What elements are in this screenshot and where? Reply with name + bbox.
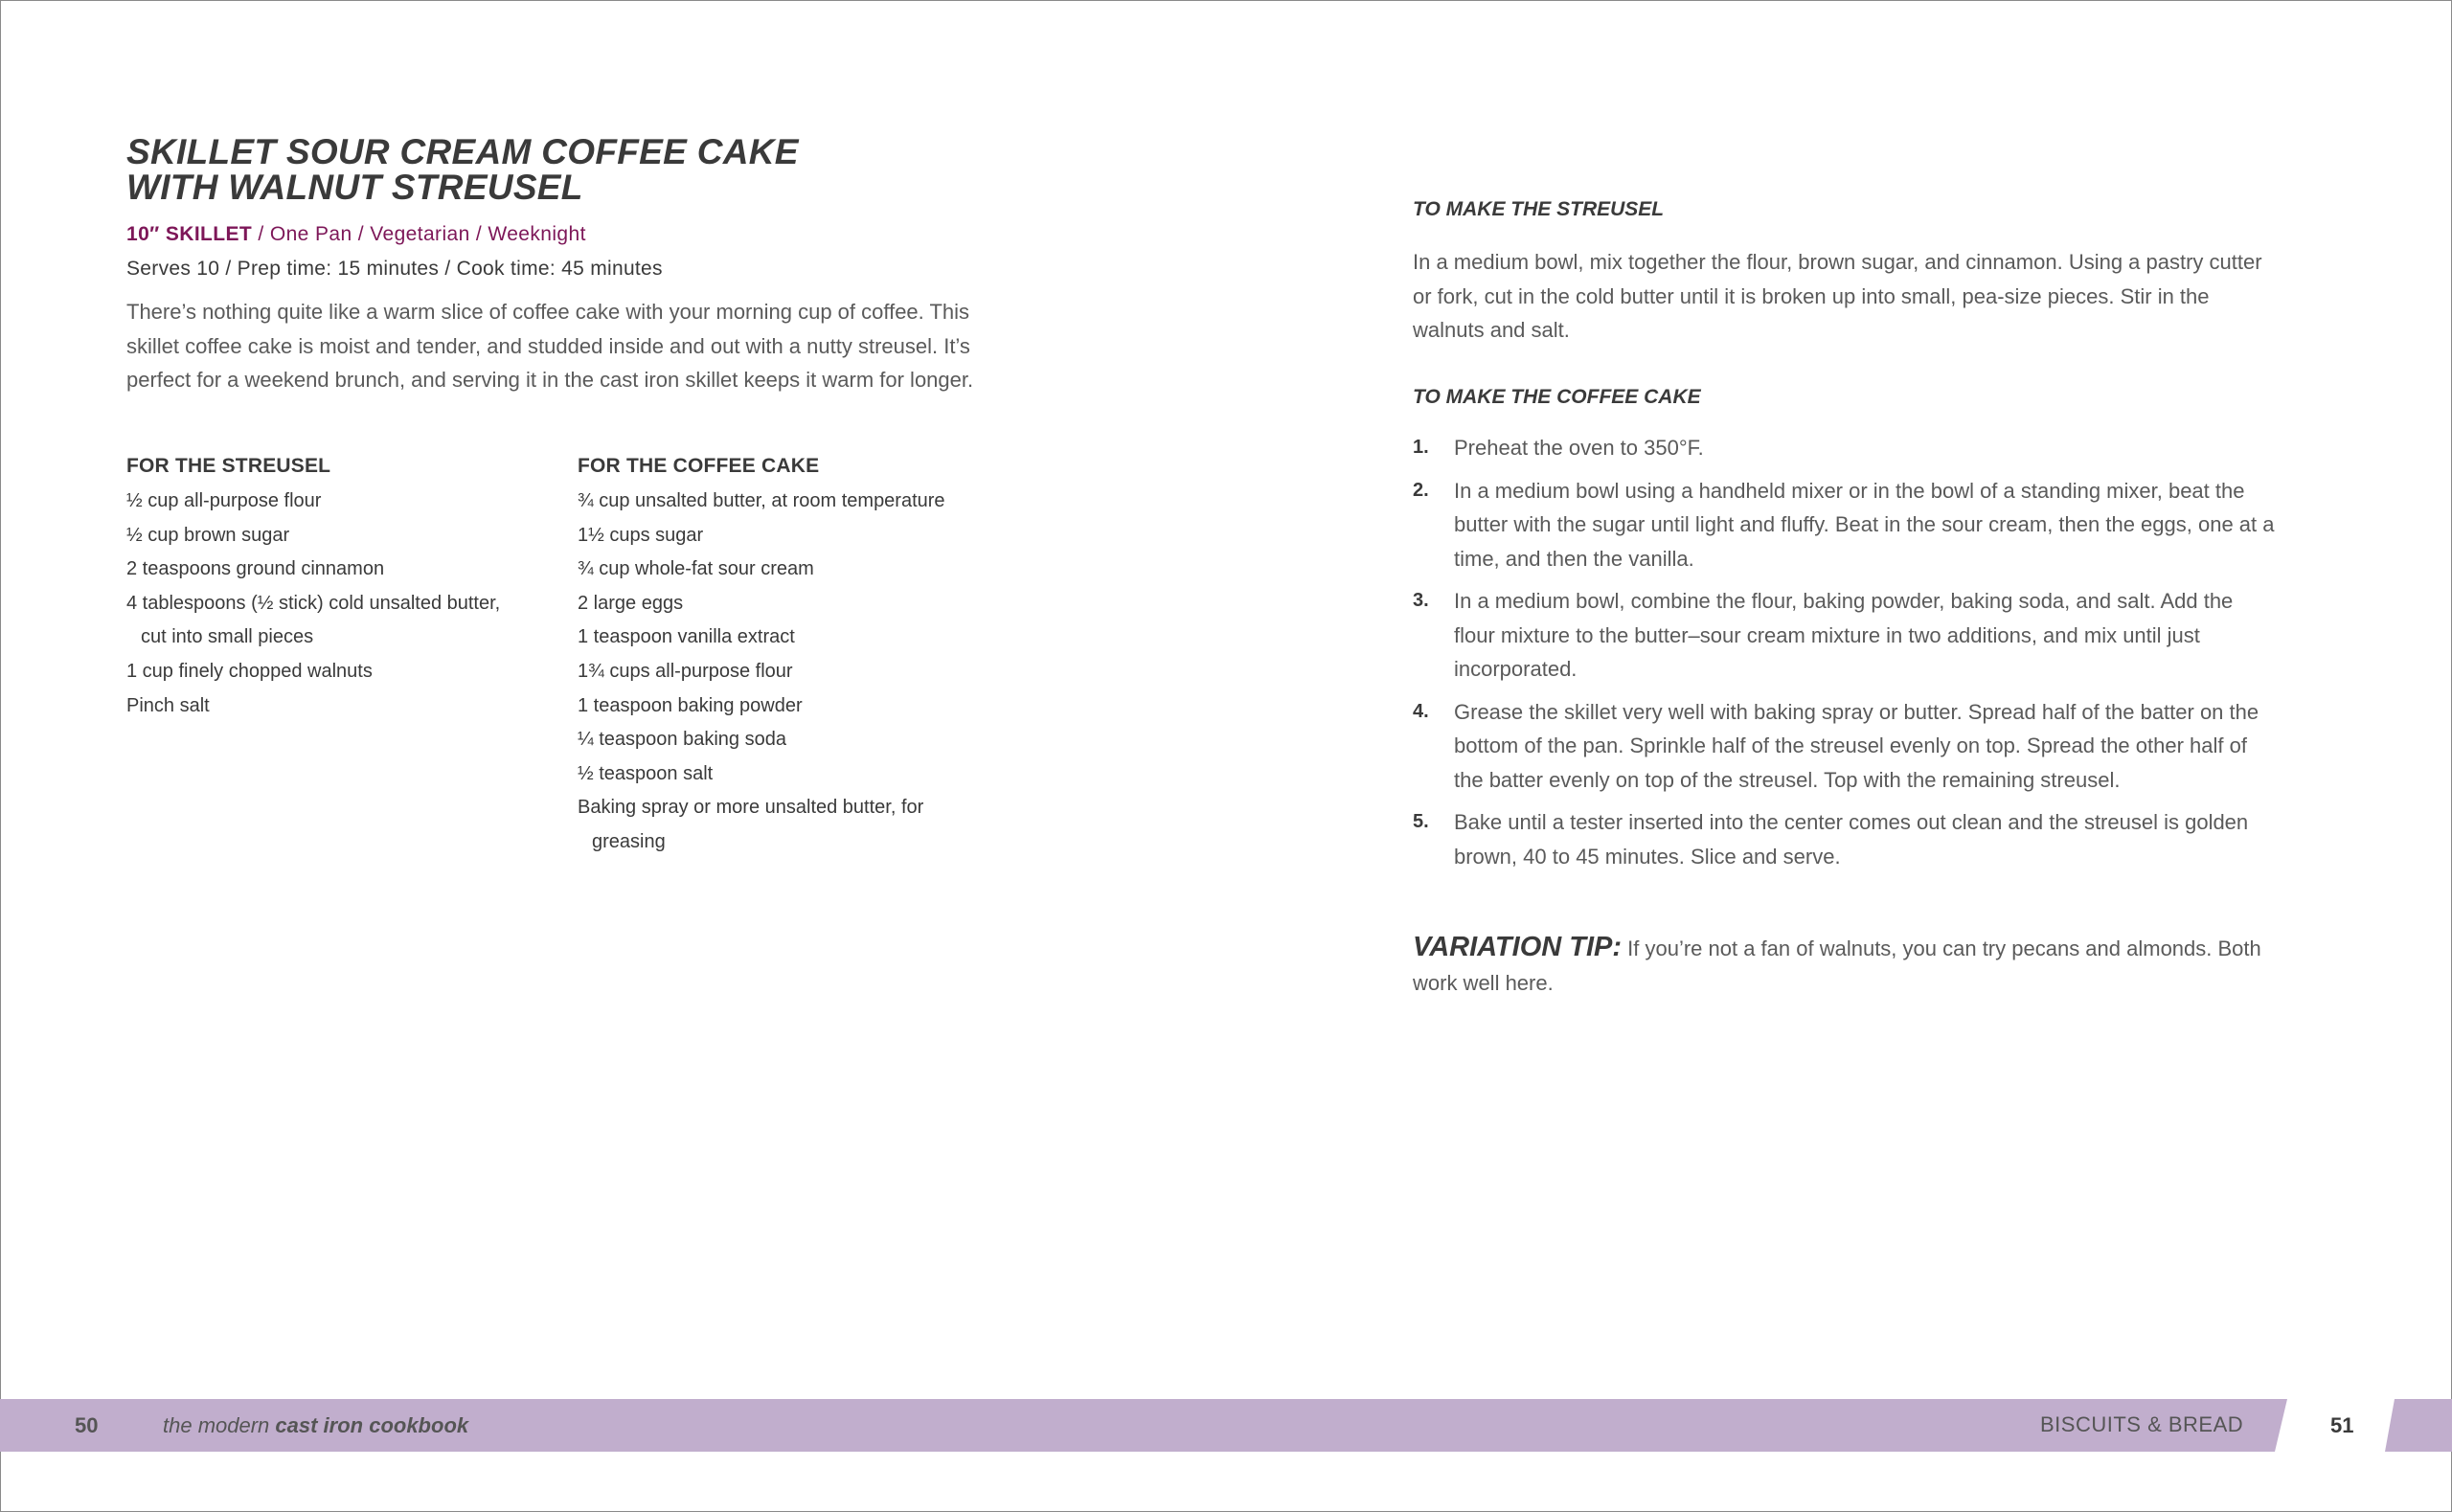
step-text: Grease the skillet very well with baking spray or butter. Spread half of the batter on the bottom of the pan. Sprinkle half of the streusel evenly on top. Spread the other half of the batter evenly on top of the streusel. Top with the remaining streusel. bbox=[1454, 699, 2259, 792]
ingredient-item: ½ cup all-purpose flour bbox=[126, 490, 322, 511]
step-number: 5. bbox=[1413, 811, 1429, 832]
streusel-directions-heading: TO MAKE THE STREUSEL bbox=[1413, 198, 1665, 220]
ingredient-item: 4 tablespoons (½ stick) cold unsalted butter, cut into small pieces bbox=[126, 592, 501, 648]
ingredient-item: 1 cup finely chopped walnuts bbox=[126, 660, 373, 682]
coffee-cake-directions-heading: TO MAKE THE COFFEE CAKE bbox=[1413, 386, 1701, 408]
book-title bbox=[163, 1412, 468, 1439]
ingredient-item: 2 large eggs bbox=[578, 592, 684, 614]
book-title-bold: cast iron cookbook bbox=[275, 1413, 469, 1437]
coffee-cake-ingredient-list bbox=[578, 485, 980, 860]
step-number: 3. bbox=[1413, 590, 1429, 611]
step-text: In a medium bowl, combine the flour, baking powder, baking soda, and salt. Add the flour mixture to the butter–sour cream mixture in two additions, and mix until just incorporated. bbox=[1454, 589, 2234, 681]
step-number: 1. bbox=[1413, 437, 1429, 458]
ingredient-item: 1½ cups sugar bbox=[578, 524, 704, 546]
recipe-tag-list: / One Pan / Vegetarian / Weeknight bbox=[252, 223, 586, 245]
ingredient-item: 1 teaspoon baking powder bbox=[578, 694, 803, 716]
recipe-meta: Serves 10 / Prep time: 15 minutes / Cook time: 45 minutes bbox=[126, 258, 663, 280]
step-text: Preheat the oven to 350°F. bbox=[1454, 436, 1704, 460]
recipe-title bbox=[126, 134, 799, 205]
pan-size: 10″ SKILLET bbox=[126, 223, 253, 245]
direction-step bbox=[1413, 805, 2275, 873]
coffee-cake-ingredients-heading: FOR THE COFFEE CAKE bbox=[578, 455, 820, 477]
recipe-tags bbox=[126, 222, 586, 247]
step-number: 2. bbox=[1413, 479, 1429, 501]
direction-step bbox=[1413, 431, 2275, 465]
step-text: Bake until a tester inserted into the center comes out clean and the streusel is golden brown, 40 to 45 minutes. Slice and serve. bbox=[1454, 810, 2249, 869]
book-title-prefix: the modern bbox=[163, 1413, 276, 1437]
left-page-number: 50 bbox=[75, 1413, 99, 1437]
variation-tip-text: If you’re not a fan of walnuts, you can try pecans and almonds. Both work well here. bbox=[1413, 937, 2261, 995]
ingredient-item: ½ teaspoon salt bbox=[578, 762, 714, 784]
direction-step bbox=[1413, 695, 2275, 798]
ingredient-item: 2 teaspoons ground cinnamon bbox=[126, 558, 385, 580]
ingredient-item: ¾ cup unsalted butter, at room temperature bbox=[578, 490, 945, 511]
direction-step bbox=[1413, 474, 2275, 576]
coffee-cake-ingredients bbox=[578, 450, 980, 860]
ingredient-item: 1¾ cups all-purpose flour bbox=[578, 660, 793, 682]
step-number: 4. bbox=[1413, 700, 1429, 722]
right-page-number: 51 bbox=[2330, 1413, 2354, 1437]
ingredient-item: Baking spray or more unsalted butter, for greasing bbox=[578, 797, 924, 852]
ingredient-item: 1 teaspoon vanilla extract bbox=[578, 626, 795, 648]
streusel-ingredients-heading: FOR THE STREUSEL bbox=[126, 455, 331, 477]
section-name: BISCUITS & BREAD bbox=[2040, 1412, 2244, 1436]
step-text: In a medium bowl using a handheld mixer or in the bowl of a standing mixer, beat the butter with the sugar until light and fluffy. Beat in the sour cream, then the eggs, one at a time, and then the vanilla. bbox=[1454, 478, 2275, 571]
ingredient-item: ½ cup brown sugar bbox=[126, 524, 290, 546]
recipe-intro: There’s nothing quite like a warm slice of coffee cake with your morning cup of coffee. This skillet coffee cake is moist and tender, and studded inside and out with a nutty streusel. It’s perfect for a weekend brunch, and serving it in the cast iron skillet keeps it warm for longer. bbox=[126, 300, 974, 392]
recipe-title-line1: SKILLET SOUR CREAM COFFEE CAKE bbox=[126, 132, 799, 171]
recipe-title-line2: WITH WALNUT STREUSEL bbox=[126, 168, 583, 207]
direction-steps bbox=[1413, 431, 2275, 882]
streusel-directions-text: In a medium bowl, mix together the flour, brown sugar, and cinnamon. Using a pastry cutter or fork, cut in the cold butter until it is broken up into small, pea-size pieces. Stir in the walnuts and salt. bbox=[1413, 250, 2262, 342]
streusel-ingredient-list bbox=[126, 485, 529, 723]
ingredient-item: Pinch salt bbox=[126, 694, 210, 716]
direction-step bbox=[1413, 584, 2275, 687]
streusel-ingredients bbox=[126, 450, 529, 723]
variation-tip-label: VARIATION TIP: bbox=[1413, 932, 1623, 962]
variation-tip bbox=[1413, 931, 2275, 1000]
ingredient-item: ¾ cup whole-fat sour cream bbox=[578, 558, 814, 580]
ingredient-item: ¼ teaspoon baking soda bbox=[578, 729, 786, 751]
